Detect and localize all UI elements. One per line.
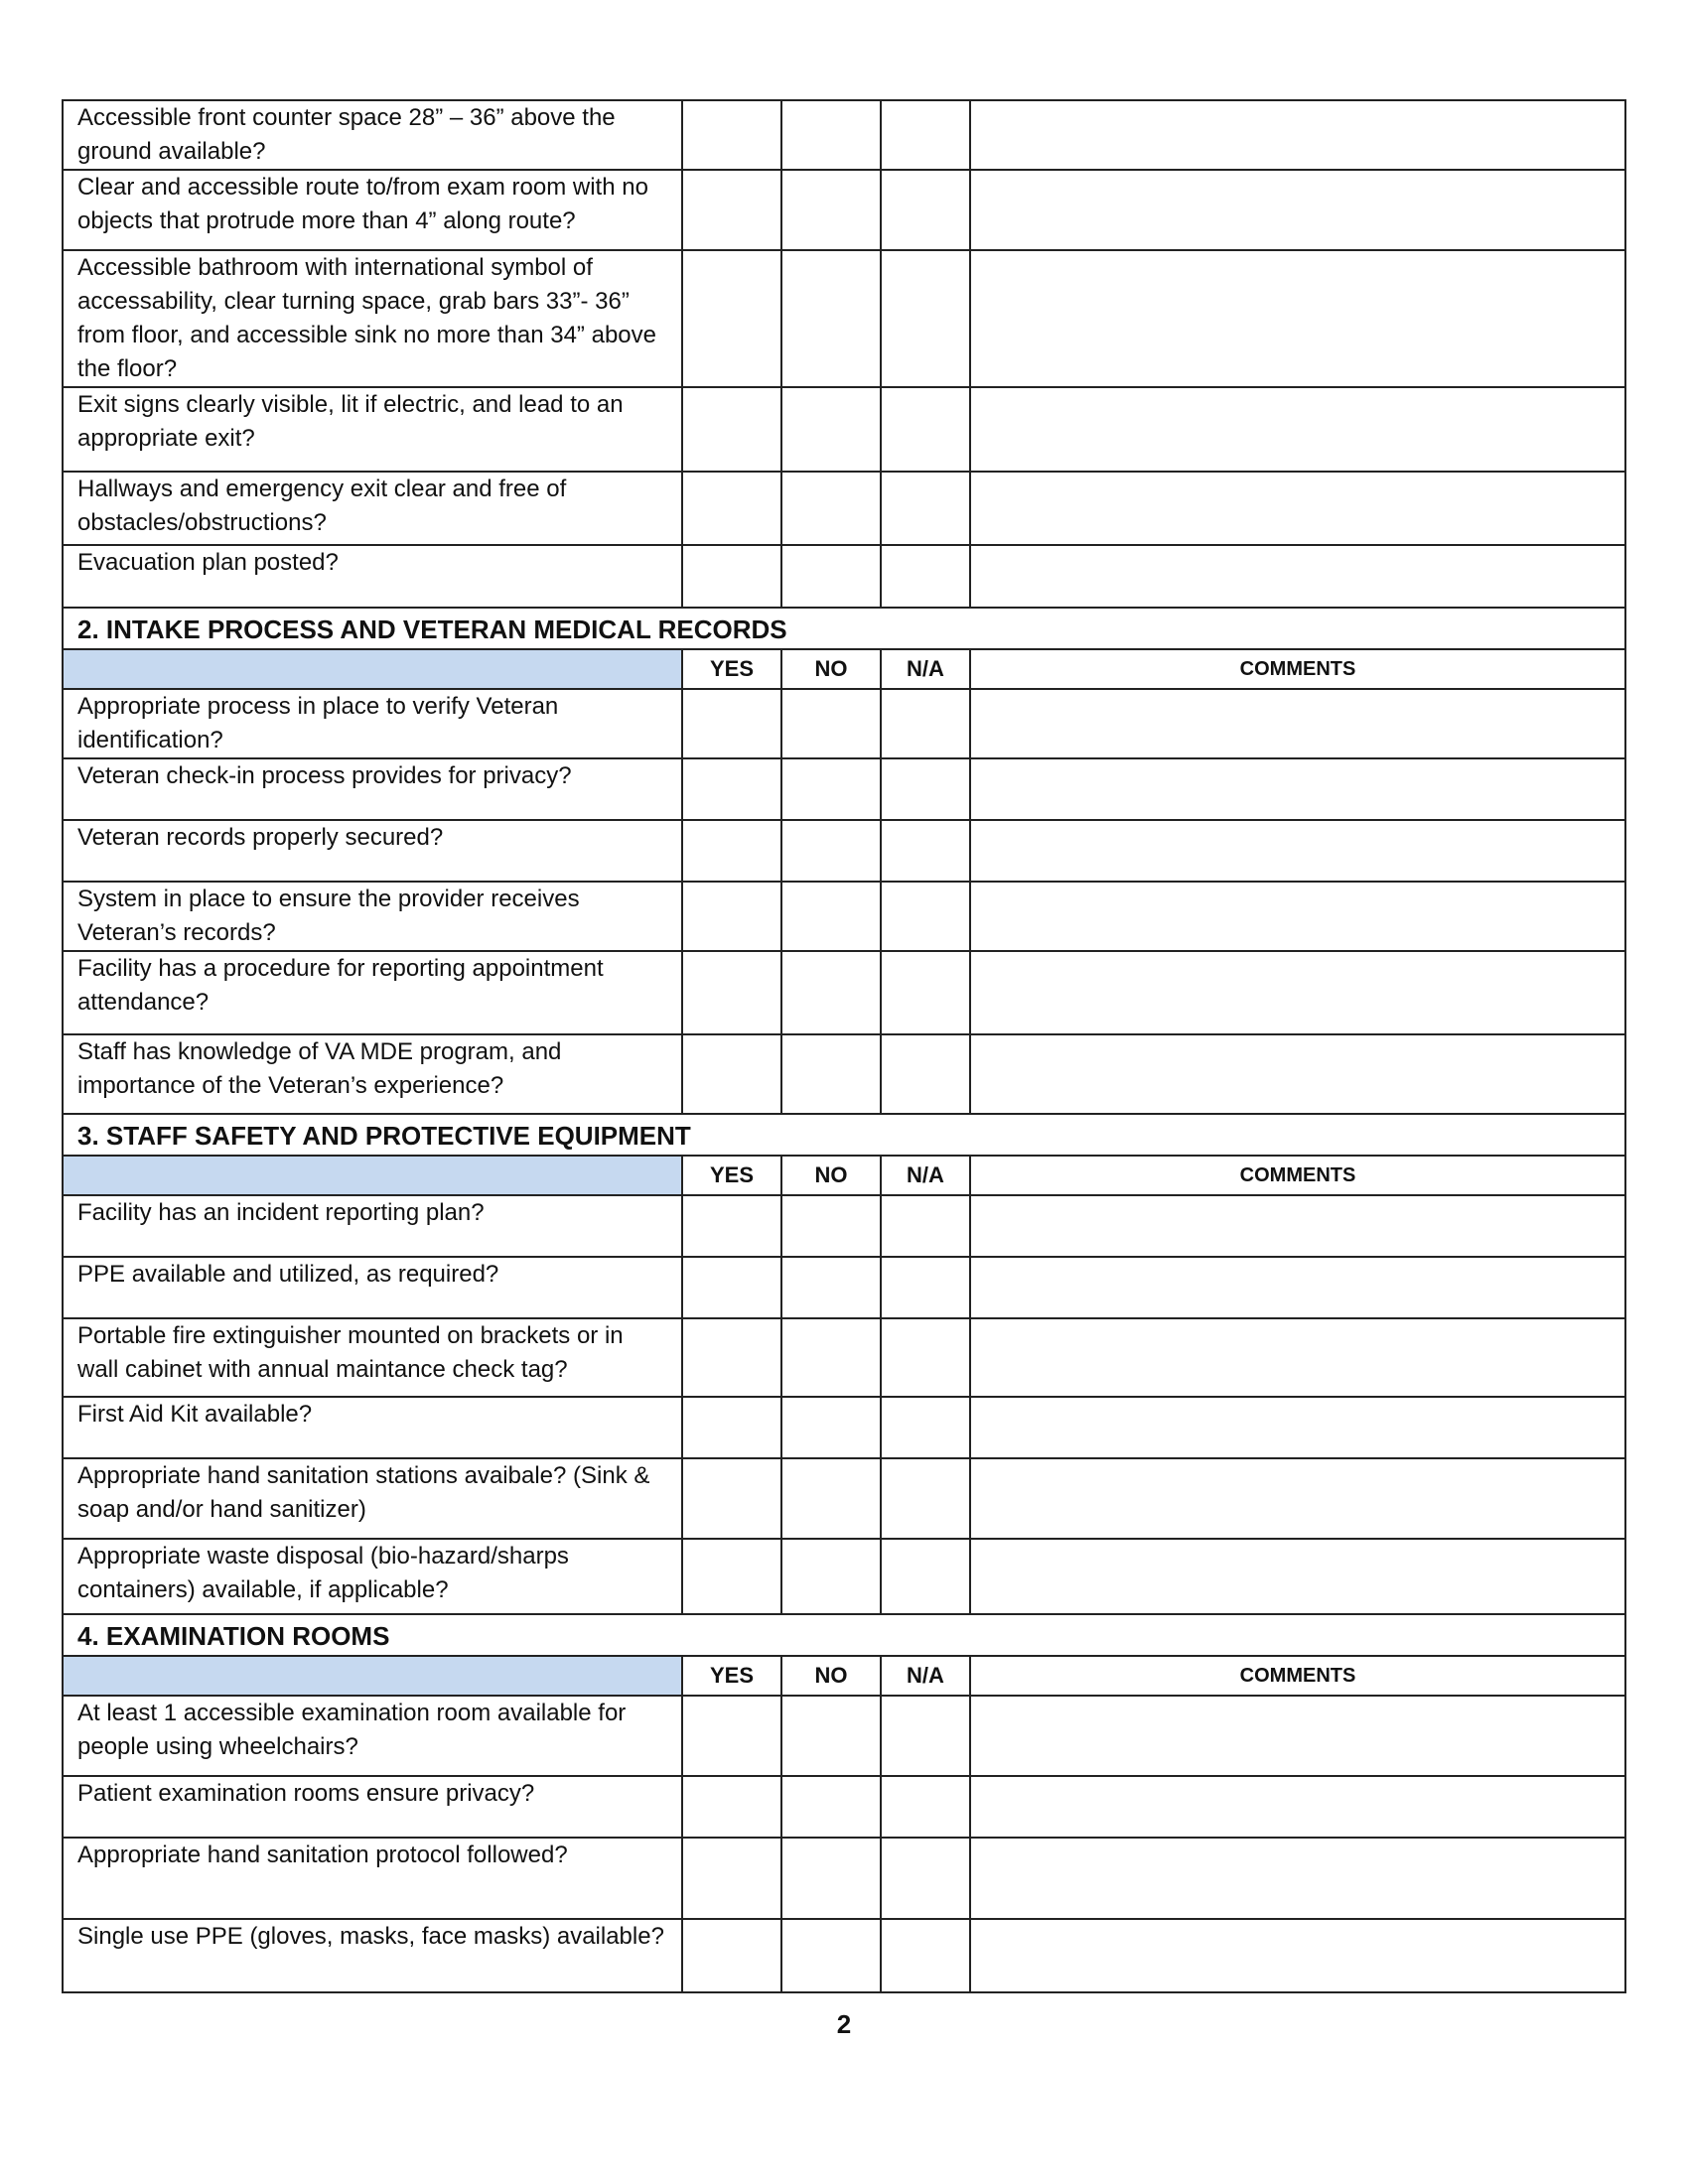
comments-cell[interactable]: [970, 472, 1625, 545]
no-cell[interactable]: [781, 1539, 881, 1614]
comments-cell[interactable]: [970, 882, 1625, 951]
table-row: [63, 689, 1625, 758]
no-cell[interactable]: [781, 545, 881, 608]
comments-cell[interactable]: [970, 1257, 1625, 1318]
na-cell[interactable]: [881, 1458, 970, 1539]
na-cell[interactable]: [881, 1257, 970, 1318]
question-text: System in place to ensure the provider receives Veteran’s records?: [63, 882, 682, 951]
no-cell[interactable]: [781, 1838, 881, 1919]
table-row: [63, 545, 1625, 608]
na-cell[interactable]: [881, 1919, 970, 1992]
question-text: Appropriate hand sanitation protocol followed?: [63, 1838, 682, 1919]
na-cell[interactable]: [881, 1838, 970, 1919]
na-cell[interactable]: [881, 472, 970, 545]
comments-cell[interactable]: [970, 1195, 1625, 1257]
table-row: [63, 472, 1625, 545]
comments-cell[interactable]: [970, 1458, 1625, 1539]
question-text: Accessible front counter space 28” – 36” above the ground available?: [63, 100, 682, 170]
section-row: [63, 1614, 1625, 1656]
question-text: Facility has a procedure for reporting appointment attendance?: [63, 951, 682, 1034]
yes-cell[interactable]: [682, 1397, 781, 1458]
yes-cell[interactable]: [682, 545, 781, 608]
yes-cell[interactable]: [682, 1919, 781, 1992]
no-cell[interactable]: [781, 1458, 881, 1539]
question-text: Exit signs clearly visible, lit if electric, and lead to an appropriate exit?: [63, 387, 682, 472]
no-cell[interactable]: [781, 689, 881, 758]
table-row: [63, 1195, 1625, 1257]
yes-cell[interactable]: [682, 472, 781, 545]
na-header: N/A: [881, 1156, 970, 1195]
question-text: Facility has an incident reporting plan?: [63, 1195, 682, 1257]
section-row: [63, 1114, 1625, 1156]
yes-header: YES: [682, 1156, 781, 1195]
table-row: [63, 1458, 1625, 1539]
table-row: [63, 1776, 1625, 1838]
column-header-row: [63, 1156, 1625, 1195]
na-cell[interactable]: [881, 1776, 970, 1838]
no-cell[interactable]: [781, 472, 881, 545]
comments-cell[interactable]: [970, 250, 1625, 387]
na-cell[interactable]: [881, 100, 970, 170]
no-cell[interactable]: [781, 1696, 881, 1776]
question-text: Clear and accessible route to/from exam room with no objects that protrude more than 4” along route?: [63, 170, 682, 250]
question-text: Veteran check-in process provides for privacy?: [63, 758, 682, 820]
na-cell[interactable]: [881, 387, 970, 472]
question-text: Evacuation plan posted?: [63, 545, 682, 608]
table-row: [63, 1838, 1625, 1919]
question-text: First Aid Kit available?: [63, 1397, 682, 1458]
no-cell[interactable]: [781, 250, 881, 387]
no-cell[interactable]: [781, 1195, 881, 1257]
table-row: [63, 882, 1625, 951]
na-cell[interactable]: [881, 1397, 970, 1458]
yes-cell[interactable]: [682, 882, 781, 951]
no-header: NO: [781, 1656, 881, 1696]
yes-cell[interactable]: [682, 689, 781, 758]
na-cell[interactable]: [881, 1696, 970, 1776]
no-header: NO: [781, 649, 881, 689]
question-header: [63, 1156, 682, 1195]
table-row: [63, 387, 1625, 472]
table-row: [63, 1397, 1625, 1458]
na-cell[interactable]: [881, 1539, 970, 1614]
comments-cell[interactable]: [970, 1776, 1625, 1838]
question-text: Staff has knowledge of VA MDE program, and importance of the Veteran’s experience?: [63, 1034, 682, 1114]
no-cell[interactable]: [781, 1257, 881, 1318]
yes-cell[interactable]: [682, 1696, 781, 1776]
na-cell[interactable]: [881, 882, 970, 951]
no-cell[interactable]: [781, 820, 881, 882]
table-row: [63, 1539, 1625, 1614]
question-text: Single use PPE (gloves, masks, face masks) available?: [63, 1919, 682, 1992]
page-number: 2: [836, 2009, 852, 2039]
question-text: Patient examination rooms ensure privacy?: [63, 1776, 682, 1838]
yes-header: YES: [682, 1656, 781, 1696]
question-header: [63, 1656, 682, 1696]
na-cell[interactable]: [881, 1034, 970, 1114]
no-cell[interactable]: [781, 100, 881, 170]
table-row: [63, 1034, 1625, 1114]
table-row: [63, 1257, 1625, 1318]
comments-cell[interactable]: [970, 1696, 1625, 1776]
column-header-row: [63, 649, 1625, 689]
question-text: Appropriate waste disposal (bio-hazard/sharps containers) available, if applicable?: [63, 1539, 682, 1614]
question-text: Portable fire extinguisher mounted on brackets or in wall cabinet with annual maintance check tag?: [63, 1318, 682, 1397]
comments-cell[interactable]: [970, 1397, 1625, 1458]
question-text: Veteran records properly secured?: [63, 820, 682, 882]
comments-cell[interactable]: [970, 1539, 1625, 1614]
yes-cell[interactable]: [682, 1257, 781, 1318]
yes-cell[interactable]: [682, 1318, 781, 1397]
na-cell[interactable]: [881, 820, 970, 882]
section-title: 3. STAFF SAFETY AND PROTECTIVE EQUIPMENT: [63, 1114, 1625, 1156]
na-cell[interactable]: [881, 1195, 970, 1257]
comments-header: COMMENTS: [970, 649, 1625, 689]
question-header: [63, 649, 682, 689]
yes-header: YES: [682, 649, 781, 689]
checklist-table: [62, 99, 1626, 1993]
comments-cell[interactable]: [970, 545, 1625, 608]
na-cell[interactable]: [881, 545, 970, 608]
comments-cell[interactable]: [970, 758, 1625, 820]
no-cell[interactable]: [781, 387, 881, 472]
no-cell[interactable]: [781, 758, 881, 820]
yes-cell[interactable]: [682, 170, 781, 250]
no-cell[interactable]: [781, 170, 881, 250]
comments-cell[interactable]: [970, 1838, 1625, 1919]
comments-cell[interactable]: [970, 1318, 1625, 1397]
na-cell[interactable]: [881, 951, 970, 1034]
table-row: [63, 758, 1625, 820]
yes-cell[interactable]: [682, 1195, 781, 1257]
na-cell[interactable]: [881, 250, 970, 387]
table-row: [63, 170, 1625, 250]
comments-cell[interactable]: [970, 1919, 1625, 1992]
table-row: [63, 1919, 1625, 1992]
comments-cell[interactable]: [970, 951, 1625, 1034]
no-cell[interactable]: [781, 951, 881, 1034]
table-row: [63, 951, 1625, 1034]
question-text: Appropriate process in place to verify Veteran identification?: [63, 689, 682, 758]
na-cell[interactable]: [881, 758, 970, 820]
no-cell[interactable]: [781, 882, 881, 951]
yes-cell[interactable]: [682, 1034, 781, 1114]
no-cell[interactable]: [781, 1034, 881, 1114]
no-header: NO: [781, 1156, 881, 1195]
yes-cell[interactable]: [682, 1458, 781, 1539]
question-text: Hallways and emergency exit clear and free of obstacles/obstructions?: [63, 472, 682, 545]
question-text: Appropriate hand sanitation stations avaibale? (Sink & soap and/or hand sanitizer): [63, 1458, 682, 1539]
section-title: 4. EXAMINATION ROOMS: [63, 1614, 1625, 1656]
yes-cell[interactable]: [682, 1776, 781, 1838]
no-cell[interactable]: [781, 1919, 881, 1992]
yes-cell[interactable]: [682, 1539, 781, 1614]
yes-cell[interactable]: [682, 387, 781, 472]
question-text: At least 1 accessible examination room available for people using wheelchairs?: [63, 1696, 682, 1776]
yes-cell[interactable]: [682, 250, 781, 387]
na-header: N/A: [881, 1656, 970, 1696]
table-row: [63, 1318, 1625, 1397]
table-row: [63, 820, 1625, 882]
section-title: 2. INTAKE PROCESS AND VETERAN MEDICAL RECORDS: [63, 608, 1625, 649]
na-cell[interactable]: [881, 689, 970, 758]
table-row: [63, 100, 1625, 170]
yes-cell[interactable]: [682, 820, 781, 882]
table-row: [63, 1696, 1625, 1776]
yes-cell[interactable]: [682, 1838, 781, 1919]
question-text: Accessible bathroom with international symbol of accessability, clear turning space, grab bars 33”- 36” from floor, and accessible sink no more than 34” above the floor?: [63, 250, 682, 387]
na-cell[interactable]: [881, 170, 970, 250]
comments-cell[interactable]: [970, 387, 1625, 472]
comments-header: COMMENTS: [970, 1656, 1625, 1696]
comments-header: COMMENTS: [970, 1156, 1625, 1195]
yes-cell[interactable]: [682, 951, 781, 1034]
section-row: [63, 608, 1625, 649]
yes-cell[interactable]: [682, 758, 781, 820]
table-row: [63, 250, 1625, 387]
column-header-row: [63, 1656, 1625, 1696]
no-cell[interactable]: [781, 1397, 881, 1458]
comments-cell[interactable]: [970, 1034, 1625, 1114]
comments-cell[interactable]: [970, 100, 1625, 170]
na-header: N/A: [881, 649, 970, 689]
question-text: PPE available and utilized, as required?: [63, 1257, 682, 1318]
yes-cell[interactable]: [682, 100, 781, 170]
na-cell[interactable]: [881, 1318, 970, 1397]
comments-cell[interactable]: [970, 170, 1625, 250]
no-cell[interactable]: [781, 1318, 881, 1397]
comments-cell[interactable]: [970, 689, 1625, 758]
no-cell[interactable]: [781, 1776, 881, 1838]
comments-cell[interactable]: [970, 820, 1625, 882]
